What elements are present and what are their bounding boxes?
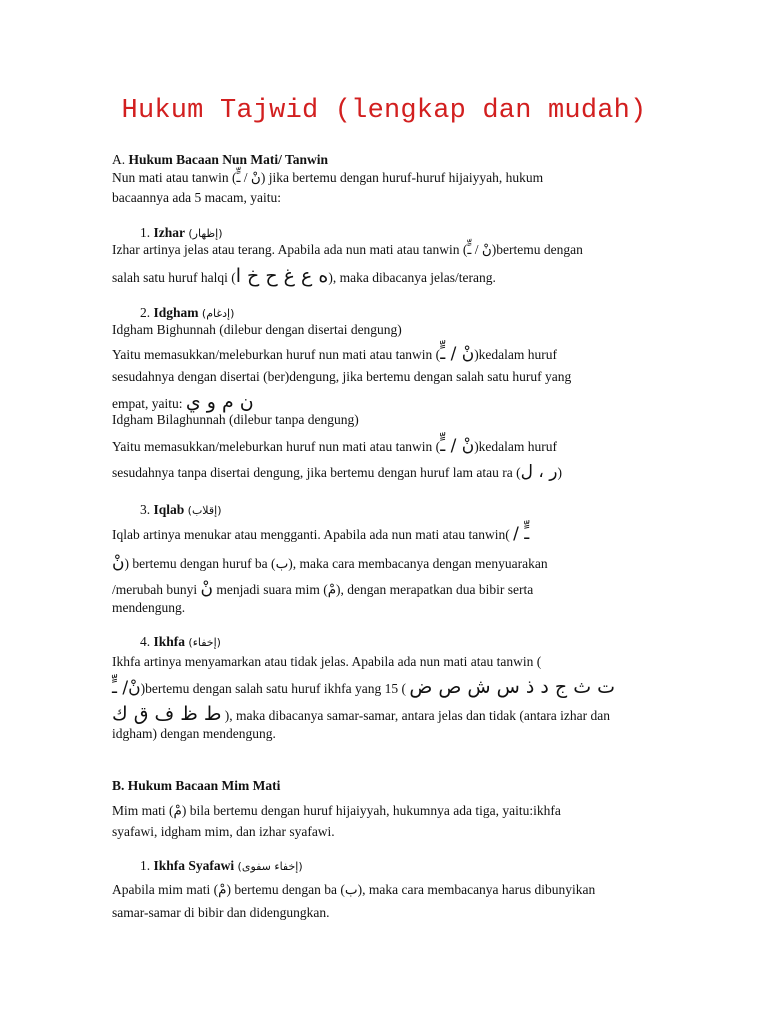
idgham-heading (140, 305, 234, 321)
izhar-arabic: (إظهار) (188, 227, 223, 240)
idgham-line-6-arabic: نْ / ـٍّ (440, 436, 475, 456)
iqlab-name: Iqlab (153, 502, 185, 517)
ikhfa-syafawi-line-2: samar-samar di bibir dan didengungkan. (112, 905, 330, 920)
ikhfa-nun-tanwin: نْ/ ـٍّ (112, 678, 141, 698)
iqlab-number: 3. (140, 502, 151, 517)
izhar-line-2a: salah satu huruf halqi ( (112, 270, 236, 285)
izhar-line-2 (112, 265, 496, 287)
ikhfa-syafawi-name: Ikhfa Syafawi (153, 858, 235, 873)
ikhfa-letters-1: ت ث ج د ذ س ش ص ض (409, 676, 616, 698)
ikhfa-line-1: Ikhfa artinya menyamarkan atau tidak jelas. Apabila ada nun mati atau tanwin ( (112, 654, 542, 669)
ikhfa-syafawi-arabic: (إخفاء سفوى) (237, 860, 303, 873)
section-a-title: Hukum Bacaan Nun Mati/ Tanwin (128, 152, 329, 167)
section-a-intro-1: Nun mati atau tanwin (نْ / ـٍّ) jika bertemu dengan huruf-huruf hijaiyyah, hukum (112, 170, 544, 185)
idgham-line-7 (112, 462, 562, 482)
idgham-line-2-arabic: نْ / ـٍّ (440, 344, 475, 364)
idgham-line-2b: )kedalam huruf (474, 347, 558, 362)
ikhfa-name: Ikhfa (153, 634, 186, 649)
ikhfa-syafawi-heading (140, 858, 303, 874)
iqlab-line-3 (112, 579, 533, 599)
iqlab-line-2 (112, 553, 548, 573)
ikhfa-number: 4. (140, 634, 151, 649)
ikhfa-line-4: idgham) dengan mendengung. (112, 726, 276, 741)
ikhfa-syafawi-number: 1. (140, 858, 151, 873)
idgham-letters: ن م و ي (185, 391, 254, 413)
izhar-line-1: Izhar artinya jelas atau terang. Apabila ada nun mati atau tanwin (نْ / ـٍّ)bertemu dengan (112, 242, 583, 257)
idgham-line-2a: Yaitu memasukkan/meleburkan huruf nun mati atau tanwin ( (112, 347, 441, 362)
ikhfa-line-2a: )bertemu dengan salah satu huruf ikhfa yang 15 ( (140, 681, 407, 696)
idgham-line-2 (112, 344, 557, 364)
iqlab-line-4: mendengung. (112, 600, 186, 615)
ikhfa-letters-2: ط ظ ف ق ك (112, 703, 222, 725)
ikhfa-arabic: (إخفاء) (188, 636, 221, 649)
izhar-name: Izhar (153, 225, 185, 240)
ikhfa-line-2 (112, 676, 615, 698)
section-a-prefix: A. (112, 152, 126, 167)
section-b-line-2: syafawi, idgham mim, dan izhar syafawi. (112, 824, 335, 839)
iqlab-line-2-text: ) bertemu dengan huruf ba (ب), maka cara membacanya dengan menyuarakan (124, 556, 548, 571)
idgham-line-4 (112, 391, 254, 413)
ikhfa-heading (140, 634, 221, 650)
idgham-line-7a: sesudahnya tanpa disertai dengung, jika bertemu dengan huruf lam atau ra ( (112, 465, 521, 480)
iqlab-nun-2: نْ (200, 579, 213, 599)
izhar-number: 1. (140, 225, 151, 240)
idgham-line-3: sesudahnya dengan disertai (ber)dengung, jika bertemu dengan salah satu huruf yang (112, 369, 572, 384)
iqlab-heading (140, 502, 221, 518)
idgham-number: 2. (140, 305, 151, 320)
idgham-arabic: (إدغام) (201, 307, 235, 320)
idgham-line-6a: Yaitu memasukkan/meleburkan huruf nun mati atau tanwin ( (112, 439, 441, 454)
section-a-heading (112, 152, 328, 168)
iqlab-line-1-arabic: / ـٍّ (513, 524, 530, 544)
ikhfa-line-3 (112, 703, 610, 725)
idgham-name: Idgham (153, 305, 199, 320)
idgham-line-7b: ) (557, 465, 562, 480)
idgham-line-6b: )kedalam huruf (474, 439, 558, 454)
ikhfa-line-3b: ), maka dibacanya samar-samar, antara jelas dan tidak (antara izhar dan (224, 708, 611, 723)
section-a-intro-2: bacaannya ada 5 macam, yaitu: (112, 190, 282, 205)
iqlab-line-1a: Iqlab artinya menukar atau mengganti. Apabila ada nun mati atau tanwin( (112, 527, 510, 542)
idgham-bilaghunnah: Idgham Bilaghunnah (dilebur tanpa dengung) (112, 412, 359, 427)
section-b-line-1: Mim mati (مْ) bila bertemu dengan huruf hijaiyyah, hukumnya ada tiga, yaitu:ikhfa (112, 803, 561, 818)
idgham-line-6 (112, 436, 557, 456)
izhar-line-2b: ), maka dibacanya jelas/terang. (328, 270, 496, 285)
idgham-lam-ra: ر ، ل (520, 462, 558, 482)
section-b-heading: B. Hukum Bacaan Mim Mati (112, 778, 281, 793)
izhar-heading (140, 225, 223, 241)
idgham-bighunnah: Idgham Bighunnah (dilebur dengan disertai dengung) (112, 322, 402, 337)
iqlab-line-3b: menjadi suara mim (مْ), dengan merapatkan dua bibir serta (216, 582, 534, 597)
idgham-line-4a: empat, yaitu: (112, 396, 183, 411)
page-title: Hukum Tajwid (lengkap dan mudah) (121, 96, 647, 126)
izhar-halqi-letters: ه ع غ ح خ ا (235, 265, 329, 287)
ikhfa-syafawi-line-1: Apabila mim mati (مْ) bertemu dengan ba (ب), maka cara membacanya harus dibunyikan (112, 882, 596, 897)
iqlab-line-1 (112, 524, 529, 544)
iqlab-line-3a: /merubah bunyi (112, 582, 198, 597)
iqlab-arabic: (إقلاب) (187, 504, 222, 517)
iqlab-nun: نْ (112, 553, 125, 573)
